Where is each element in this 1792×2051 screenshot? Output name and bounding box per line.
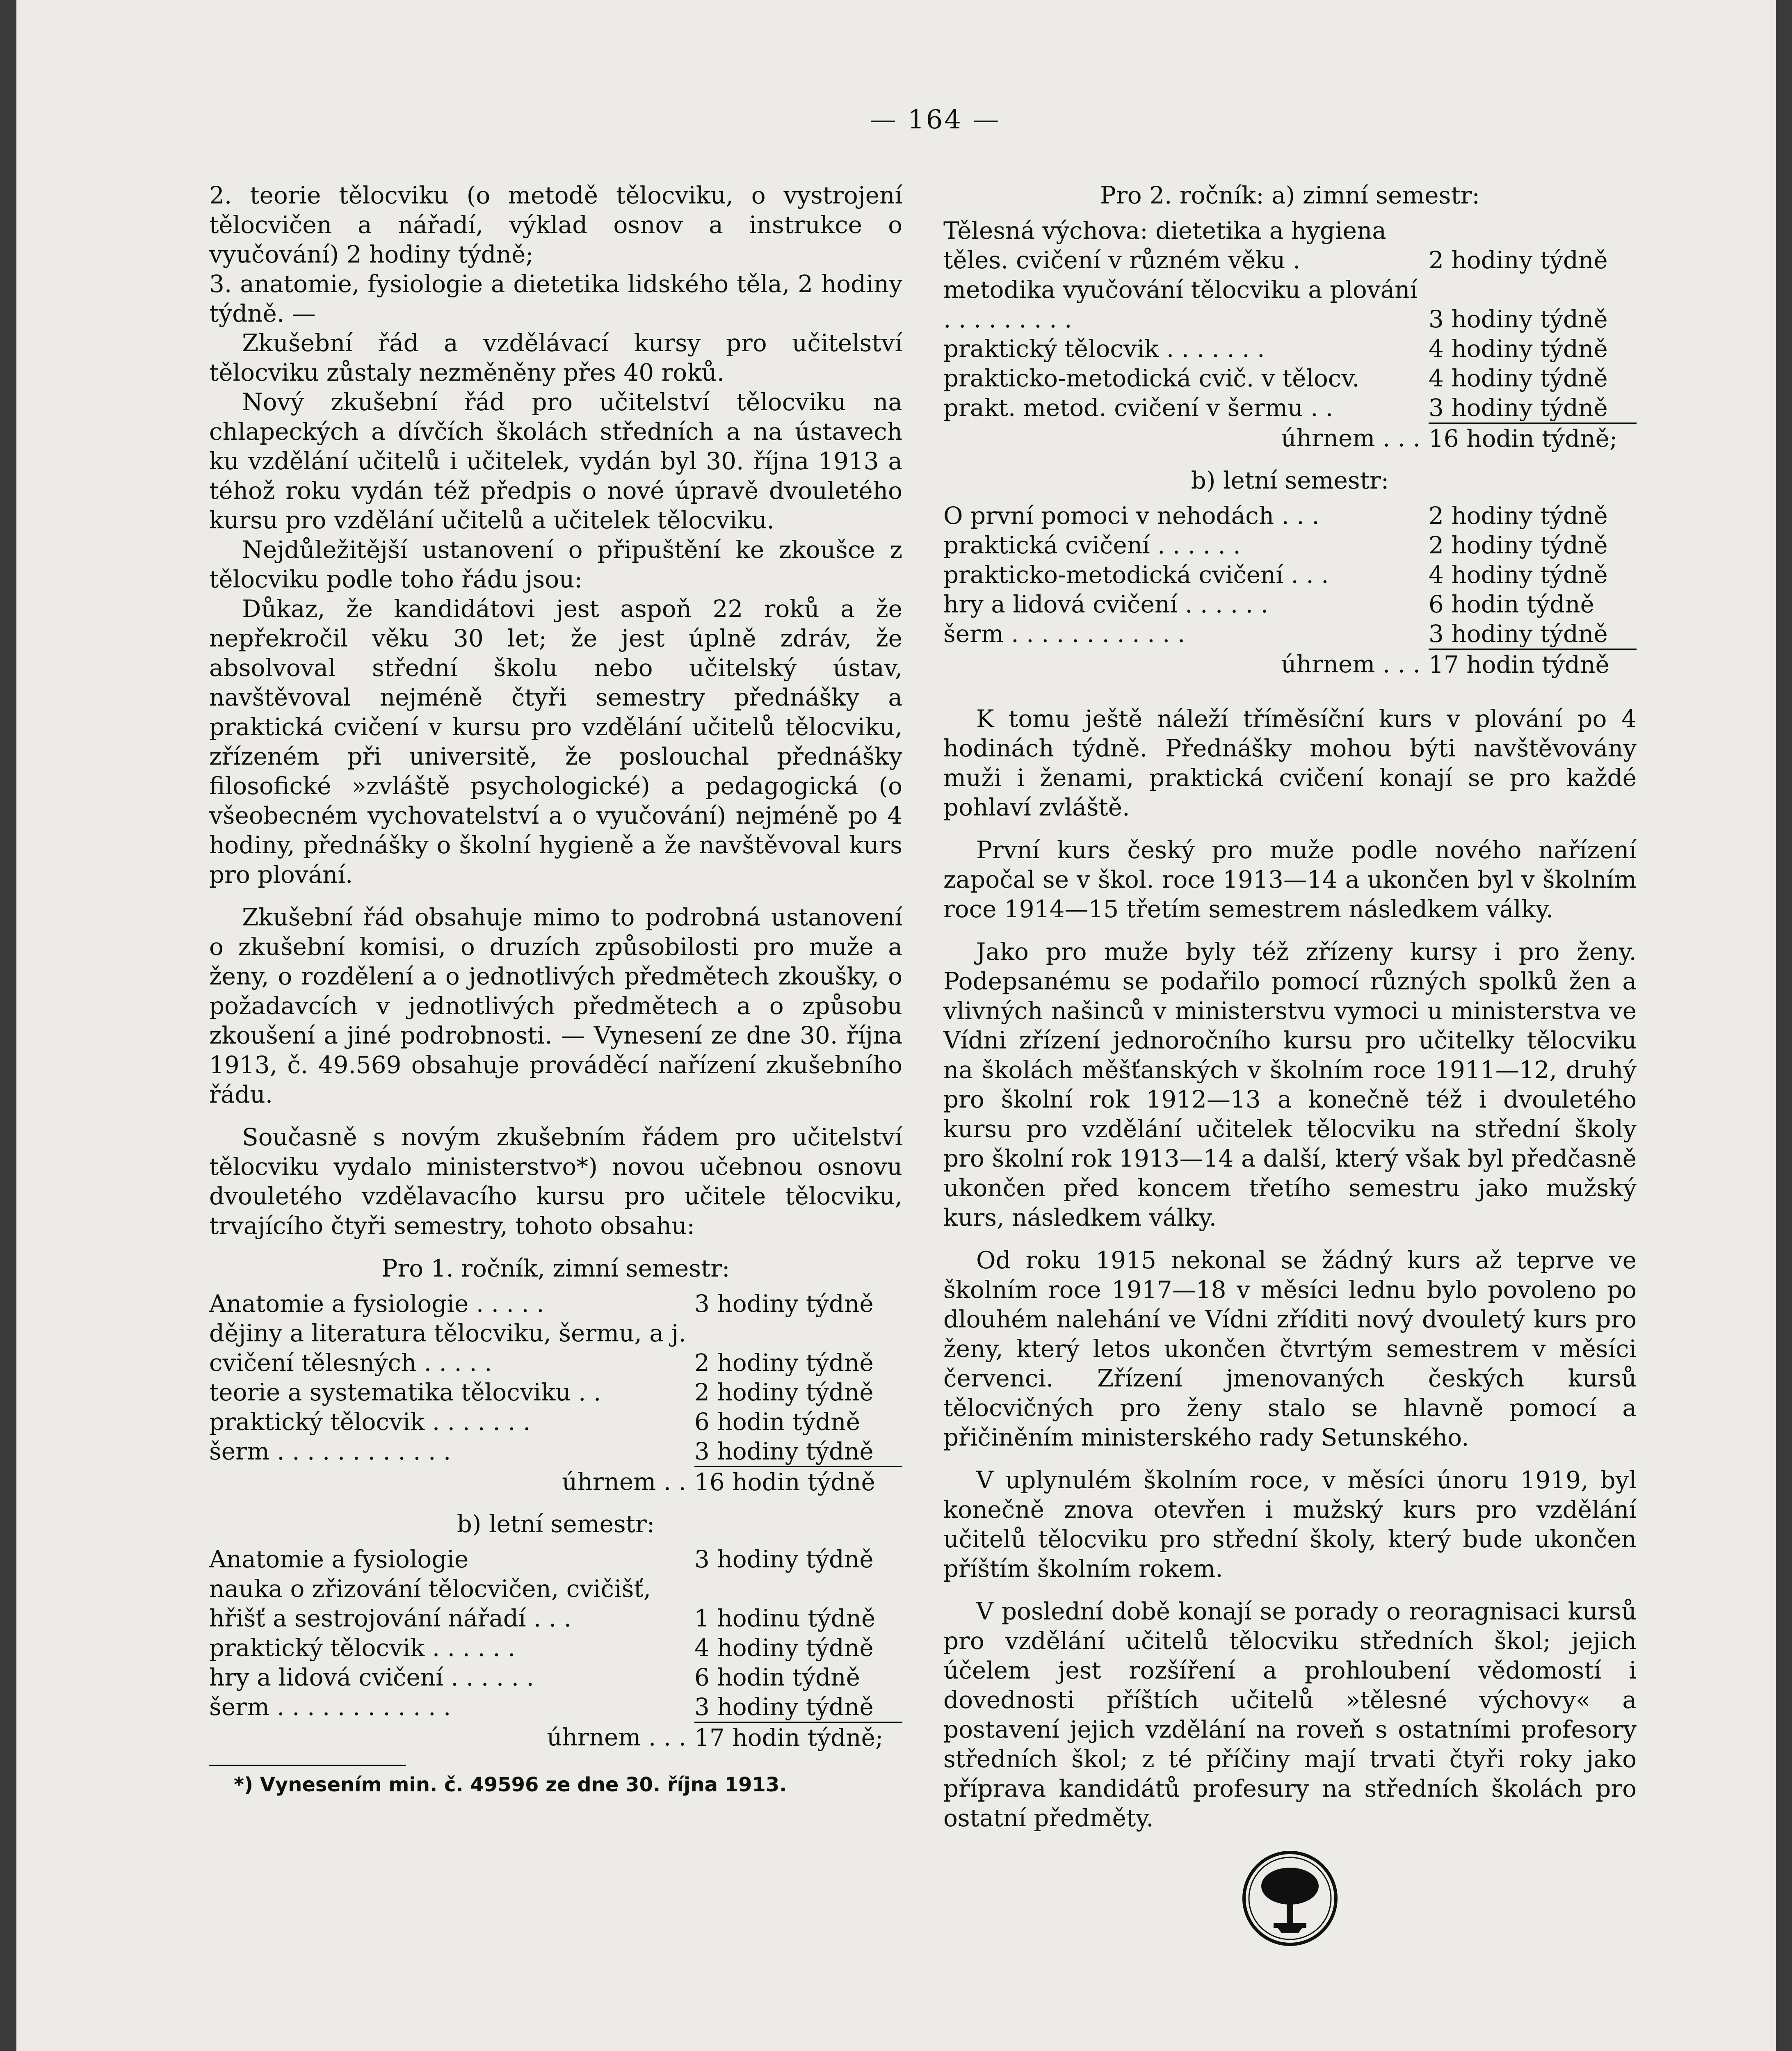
schedule-heading: b) letní semestr:: [1191, 466, 1389, 494]
table-row: [943, 530, 1637, 560]
page-number: — 164 —: [870, 105, 1001, 135]
right-column: [943, 180, 1637, 1948]
table-row: [943, 560, 1637, 589]
total-row: [943, 649, 1637, 680]
total-value: 16 hodin týdně;: [1429, 425, 1618, 452]
hours-cell: 6 hodin týdně: [694, 1663, 860, 1691]
paragraph: Důkaz, že kandidátovi jest aspoň 22 roků a že nepřekročil věku 30 let; že jest úplně zdráv, že absolvoval střední školu nebo učitelský ústav, navštěvoval nejméně čtyři semestry přednášky a praktická cvičení v kursu pro vzdělání učitelů tělocviku, zřízeném při universitě, že poslouchal přednášky filosofické »zvláště psychologické) a pedagogická (o všeobecném vychovatelství a o vyučování) nejméně po 4 hodiny, přednášky o školní hygieně a že navštěvoval kurs pro plování.: [209, 595, 902, 888]
table-row: [943, 363, 1637, 393]
table-row: [209, 1407, 902, 1437]
paragraph: V uplynulém školním roce, v měsíci únoru 1919, byl konečně znova otevřen i mužský kurs pro vzdělání učitelů tělocviku pro střední školy, který bude ukončen příštím školním rokem.: [943, 1466, 1637, 1583]
subject-cell: praktická cvičení . . . . . .: [943, 531, 1241, 559]
total-row: [943, 423, 1637, 454]
paragraph: Jako pro muže byly též zřízeny kursy i pro ženy. Podepsanému se podařilo pomocí různých spolků žen a vlivných našinců v ministerstvu vymoci u ministerstva ve Vídni zřízení jednoročního kursu pro učitelky tělocviku na školách měšťanských v školním roce 1911—12, druhý pro školní rok 1912—13 a konečně též i dvouletého kursu pro vzdělání učitelek tělocviku na střední školy pro školní rok 1913—14 a další, který však byl předčasně ukončen před koncem třetího semestru jako mužský kurs, následkem války.: [943, 938, 1637, 1231]
total-label: úhrnem . . .: [547, 1723, 686, 1751]
paragraph: 2. teorie tělocviku (o metodě tělocviku, o vystrojení tělocvičen a nářadí, výklad osnov a instrukce o vyučování) 2 hodiny týdně;: [209, 181, 902, 268]
paragraph: K tomu ještě náleží tříměsíční kurs v plování po 4 hodinách týdně. Přednášky mohou býti navštěvovány muži i ženami, praktická cvičení konají se pro každé pohlaví zvláště.: [943, 705, 1637, 821]
schedule-table-year1-winter: [209, 1289, 902, 1497]
hours-cell: 2 hodiny týdně: [1429, 531, 1608, 559]
schedule-table-year1-summer: [209, 1544, 902, 1752]
table-row: [943, 501, 1637, 530]
table-row: [943, 275, 1637, 334]
hours-cell: 3 hodiny týdně: [694, 1437, 902, 1467]
left-column: [209, 180, 902, 1800]
total-value: 17 hodin týdně: [1429, 651, 1609, 678]
table-row: [209, 1544, 902, 1574]
total-row: [209, 1722, 902, 1753]
total-label: úhrnem . .: [562, 1467, 686, 1496]
hours-cell: 6 hodin týdně: [1429, 590, 1594, 618]
paragraph: Současně s novým zkušebním řádem pro učitelství tělocviku vydalo ministerstvo*) novou učebnou osnovu dvouletého vzdělavacího kursu pro učitele tělocviku, trvajícího čtyři semestry, tohoto obsahu:: [209, 1123, 902, 1240]
tree-vignette-icon: [1241, 1849, 1339, 1948]
subject-cell: hry a lidová cvičení . . . . . .: [209, 1663, 534, 1691]
total-value: 16 hodin týdně: [694, 1468, 875, 1496]
hours-cell: 3 hodiny týdně: [694, 1545, 874, 1573]
subject-cell: O první pomoci v nehodách . . .: [943, 502, 1319, 530]
document-page: [16, 0, 1776, 2051]
paragraph: 3. anatomie, fysiologie a dietetika lidského těla, 2 hodiny týdně. —: [209, 270, 902, 327]
hours-cell: 2 hodiny týdně: [694, 1349, 874, 1377]
subject-cell: praktický tělocvik . . . . . .: [209, 1634, 516, 1662]
paragraph: Od roku 1915 nekonal se žádný kurs až teprve ve školním roce 1917—18 v měsíci lednu bylo povoleno po dlouhém nalehání ve Vídni zříditi nový dvouletý kurs pro ženy, který letos ukončen čtvrtým semestrem v měsíci červenci. Zřízení jmenovaných českých kursů tělocvičných pro ženy stalo se hlavně pomocí a přičiněním ministerského rady Setunského.: [943, 1246, 1637, 1451]
hours-cell: 3 hodiny týdně: [1429, 305, 1608, 333]
hours-cell: 2 hodiny týdně: [1429, 246, 1608, 274]
hours-cell: 2 hodiny týdně: [1429, 502, 1608, 530]
subject-cell: praktický tělocvik . . . . . . .: [943, 335, 1265, 363]
subject-cell: nauka o zřizování tělocvičen, cvičišť, hřišť a sestrojování nářadí . . .: [209, 1575, 651, 1632]
subject-cell: Anatomie a fysiologie: [209, 1545, 469, 1573]
table-row: [209, 1437, 902, 1467]
schedule-table-year2-winter: [943, 216, 1637, 453]
subject-cell: prakticko-metodická cvičení . . .: [943, 561, 1329, 589]
hours-cell: 2 hodiny týdně: [694, 1378, 874, 1406]
subject-cell: Tělesná výchova: dietetika a hygiena těles. cvičení v různém věku .: [943, 217, 1386, 274]
hours-cell: 3 hodiny týdně: [1429, 393, 1637, 423]
total-row: [209, 1467, 902, 1497]
table-row: [943, 216, 1637, 275]
table-row: [209, 1663, 902, 1692]
subject-cell: praktický tělocvik . . . . . . .: [209, 1408, 531, 1436]
hours-cell: 3 hodiny týdně: [694, 1692, 902, 1722]
table-row: [209, 1692, 902, 1722]
table-row: [943, 334, 1637, 363]
hours-cell: 3 hodiny týdně: [694, 1290, 874, 1318]
paragraph: První kurs český pro muže podle nového nařízení započal se v škol. roce 1913—14 a ukončen byl v školním roce 1914—15 třetím semestrem následkem války.: [943, 836, 1637, 923]
schedule-heading: Pro 2. ročník: a) zimní semestr:: [1100, 181, 1480, 209]
subject-cell: prakt. metod. cvičení v šermu . .: [943, 394, 1333, 422]
table-row: [209, 1289, 902, 1318]
schedule-heading: b) letní semestr:: [457, 1510, 655, 1538]
hours-cell: 4 hodiny týdně: [1429, 561, 1608, 589]
hours-cell: 4 hodiny týdně: [1429, 364, 1608, 392]
hours-cell: 4 hodiny týdně: [1429, 335, 1608, 363]
subject-cell: teorie a systematika tělocviku . .: [209, 1378, 601, 1406]
total-label: úhrnem . . .: [1281, 424, 1420, 452]
paragraph: V poslední době konají se porady o reoragnisaci kursů pro vzdělání učitelů tělocviku středních škol; jejich účelem jest rozšíření a prohloubení vědomostí i dovednosti příštích učitelů »tělesné výchovy« a postavení jejich vzdělání na roveň s ostatními profesory středních škol; z té příčiny mají trvati čtyři roky jako příprava kandidátů profesury na středních školách pro ostatní předměty.: [943, 1597, 1637, 1832]
table-row: [943, 589, 1637, 619]
hours-cell: 4 hodiny týdně: [694, 1634, 874, 1662]
table-row: [209, 1633, 902, 1663]
paragraph: Zkušební řád obsahuje mimo to podrobná ustanovení o zkušební komisi, o druzích způsobilosti pro muže a ženy, o rozdělení a o jednotlivých předmětech zkoušky, o požadavcích v jednotlivých předmětech a o způsobu zkoušení a jiné podrobnosti. — Vynesení ze dne 30. října 1913, č. 49.569 obsahuje prováděcí nařízení zkušebního řádu.: [209, 903, 902, 1108]
table-row: [209, 1318, 902, 1377]
subject-cell: šerm . . . . . . . . . . . .: [943, 620, 1185, 648]
paragraph: Nový zkušební řád pro učitelství tělocviku na chlapeckých a dívčích školách středních a na ústavech ku vzdělání učitelů i učitelek, vydán byl 30. října 1913 a téhož roku vydán též předpis o nové úpravě dvouletého kursu pro vzdělání učitelů a učitelek tělocviku.: [209, 388, 902, 534]
schedule-table-year2-summer: [943, 501, 1637, 679]
subject-cell: dějiny a literatura tělocviku, šermu, a j. cvičení tělesných . . . . .: [209, 1319, 686, 1377]
schedule-heading: Pro 1. ročník, zimní semestr:: [381, 1254, 730, 1282]
paragraph: Nejdůležitější ustanovení o připuštění ke zkoušce z tělocviku podle toho řádu jsou:: [209, 536, 902, 593]
subject-cell: šerm . . . . . . . . . . . .: [209, 1437, 451, 1465]
subject-cell: prakticko-metodická cvič. v tělocv.: [943, 364, 1360, 392]
subject-cell: hry a lidová cvičení . . . . . .: [943, 590, 1268, 618]
hours-cell: 3 hodiny týdně: [1429, 619, 1637, 649]
subject-cell: šerm . . . . . . . . . . . .: [209, 1693, 451, 1721]
footnote: *) Vynesením min. č. 49596 ze dne 30. října 1913.: [234, 1773, 787, 1796]
total-label: úhrnem . . .: [1281, 650, 1420, 678]
hours-cell: 1 hodinu týdně: [694, 1604, 876, 1632]
table-row: [209, 1574, 902, 1633]
subject-cell: metodika vyučování tělocviku a plování . . . . . . . . .: [943, 276, 1418, 333]
paragraph: Zkušební řád a vzdělávací kursy pro učitelství tělocviku zůstaly nezměněny přes 40 roků.: [209, 329, 902, 386]
footnote-rule: [209, 1765, 406, 1766]
table-row: [943, 619, 1637, 649]
subject-cell: Anatomie a fysiologie . . . . .: [209, 1290, 544, 1318]
total-value: 17 hodin týdně;: [694, 1724, 883, 1752]
table-row: [943, 393, 1637, 423]
hours-cell: 6 hodin týdně: [694, 1408, 860, 1436]
table-row: [209, 1377, 902, 1407]
